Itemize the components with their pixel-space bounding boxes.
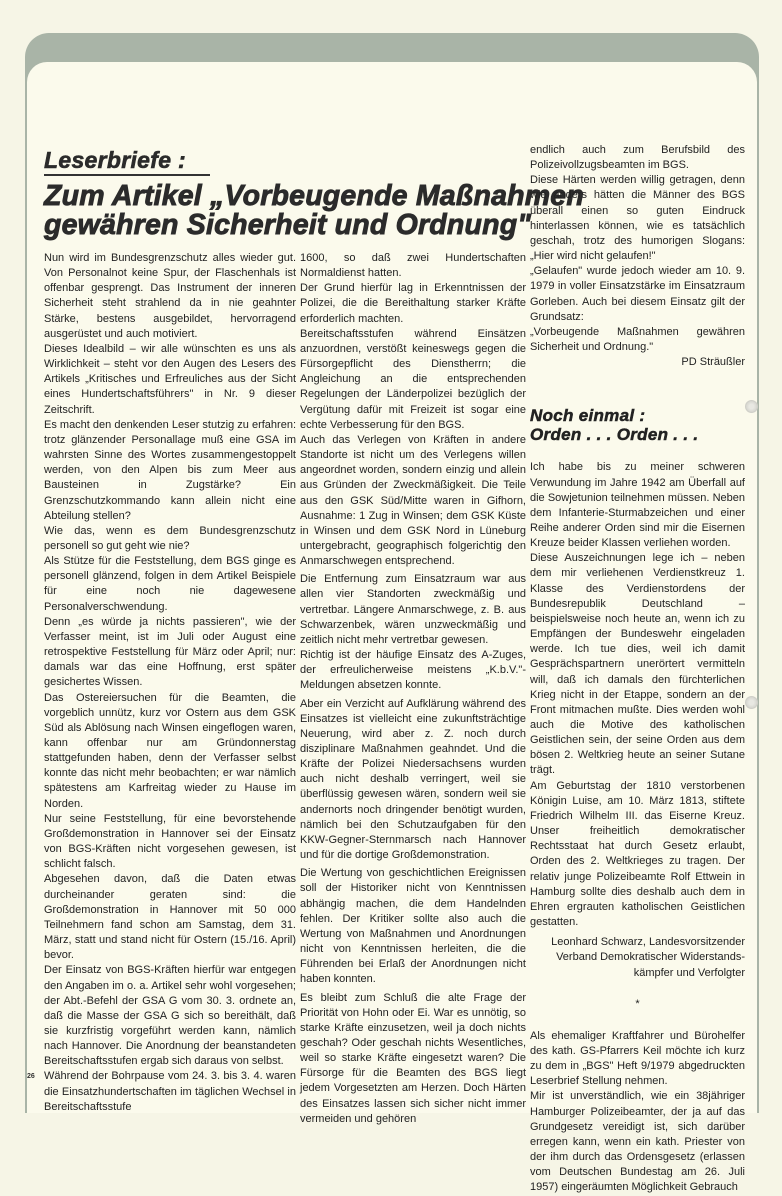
- letter-signature: [530, 935, 745, 980]
- paragraph: „Vorbeugende Maßnahmen gewähren Sicherheit und Ordnung.": [530, 325, 745, 354]
- paragraph: Der Einsatz von BGS-Kräften hierfür war entgegen den Angaben im o. a. Artikel sehr wohl vorgesehen; der Abt.-Befehl der GSA G vom 30. 3. ordnete an, daß die Masse der GSA G sich so bereithält, daß sie kurzfristig vorgeführt werden kann, nämlich nach Hannover. Die Anordnung der beanstandeten Bereitschaftsstufen ergab sich daraus von selbst.: [44, 964, 296, 1068]
- paragraph: Abgesehen davon, daß die Daten etwas durcheinander geraten sind: die Großdemonstration in Hannover mit 50 000 Teilnehmern fand schon am Samstag, dem 31. März, statt und stand nicht für Ostern (15./16. April) bevor.: [44, 873, 296, 962]
- separator: *: [635, 997, 640, 1010]
- signature-line: Verband Demokratischer Widerstands-: [556, 951, 745, 964]
- paragraph: Diese Härten werden willig getragen, denn wie anders hätten die Männer des BGS überall einen so guten Eindruck hinterlassen können, wie es tatsächlich geschah, trotz des humorigen Slogans: „Hier wird nicht gelaufen!": [530, 174, 745, 263]
- paragraph: Am Geburtstag der 1810 verstorbenen Königin Luise, am 10. März 1813, stiftete Friedrich Wilhelm III. das Eiserne Kreuz. Unser freiheitlich demokratischer Rechtsstaat hat durch Gesetz erlaubt, Orden des 2. Weltkrieges zu tragen. Der relativ junge Polizeibeamte Rolf Ettwein in Hamburg sollte dies deshalb auch dem in Ehren ergrauten katholischen Geistlichen gestatten.: [530, 779, 745, 929]
- paragraph: Diese Auszeichnungen lege ich – neben dem mir verliehenen Verdienstkreuz 1. Klasse des Verdienstordens der Bundesrepublik Deutschland – beispielsweise noch heute an, wenn ich zu Empfängen der Bundeswehr eingeladen werde. Ich tue dies, weil ich damit Gesprächspartnern unerörtert vermitteln will, daß ich damals den fürchterlichen Krieg nicht in der Etappe, sondern an der Front mitmachen mußte. Dies werden wohl auch die Motive des katholischen Geistlichen sein, der seine Orden aus dem bösen 2. Weltkrieg heute an seiner Sutane trägt.: [530, 552, 745, 777]
- paragraph: 1600, so daß zwei Hundertschaften Normaldienst hatten.: [300, 252, 526, 280]
- paragraph: Dieses Idealbild – wir alle wünschten es uns als Wirklichkeit – steht vor den Augen des Lesers des Artikels „Kritisches und Erfreuliches aus der Sicht eines Hundertschaftsführers" in Nr. 9 dieser Zeitschrift.: [44, 342, 296, 416]
- letter-signature: PD Sträußler: [681, 356, 745, 369]
- article-title-line: Zum Artikel „Vorbeugende Maßnahmen: [44, 180, 584, 212]
- halftone-dot-decoration: [745, 696, 758, 709]
- paragraph: Bereitschaftsstufen während Einsätzen anzuordnen, verstößt keineswegs gegen die Fürsorgepflicht des Dienstherrn; die Angleichung an die entsprechenden Regelungen der Länderpolizei bezüglich der Vergütung dafür mit Freizeit ist sogar eine echte Verbesserung für den BGS.: [300, 327, 526, 431]
- signature-line: Leonhard Schwarz, Landesvorsitzender: [551, 936, 745, 949]
- paragraph: Der Grund hierfür lag in Erkenntnissen der Polizei, die die Bereithaltung starker Kräfte erforderlich machten.: [300, 282, 526, 325]
- letter-heading-line: Orden . . . Orden . . .: [530, 425, 699, 445]
- paragraph: Denn „es würde ja nichts passieren", wie der Verfasser meint, ist im Juli oder August eine retrospektive Feststellung für März oder April; nur: damals war das eine Hoffnung, erst später gesichertes Wissen.: [44, 615, 296, 689]
- article-title: [44, 180, 584, 241]
- paragraph: Es bleibt zum Schluß die alte Frage der Priorität von Hohn oder Ei. War es unnötig, so starke Kräfte einzusetzen, weil ja doch nichts geschah? Oder geschah nichts Wesentliches, weil so starke Kräfte eingesetzt waren? Die Fürsorge für die Beamten des BGS liegt jedem Vorgesetzten am Herzen. Doch Härten des Einsatzes lassen sich sicher nicht immer vermeiden und gehören: [300, 991, 526, 1125]
- paragraph: Als ehemaliger Kraftfahrer und Bürohelfer des kath. GS-Pfarrers Keil möchte ich kurz zu dem in „BGS" Heft 9/1979 abgedruckten Leserbrief Stellung nehmen.: [530, 1029, 745, 1088]
- letter-heading: [530, 406, 745, 444]
- paragraph: Während der Bohrpause vom 24. 3. bis 3. 4. waren die Einsatzhundertschaften im täglichen Wechsel in Bereitschaftsstufe: [44, 1070, 296, 1113]
- paragraph: Nur seine Feststellung, für eine bevorstehende Großdemonstration in Hannover sei der Einsatz von BGS-Kräften nicht vorgesehen gewesen, ist schlicht falsch.: [44, 812, 296, 871]
- paragraph: Als Stütze für die Feststellung, dem BGS ginge es personell glänzend, folgen in dem Artikel Beispiele für eine noch nie dagewesene Personalverschwendung.: [44, 555, 296, 613]
- column-3: [530, 143, 745, 1196]
- signature-line: kämpfer und Verfolgter: [633, 966, 745, 979]
- paragraph: Aber ein Verzicht auf Aufklärung während des Einsatzes ist vielleicht eine zukunftsträchtige Neuerung, wird aber z. Z. noch durch disziplinare Maßnahmen geahndet. Und die Kräfte der Polizei Niedersachsens wurden auch nicht deshalb verringert, weil sie überflüssig gewesen wären, sondern weil sie andernorts noch dringender benötigt wurden, nämlich bei den Schutzaufgaben für den KKW-Gegner-Sternmarsch nach Hannover und für die dortige Großdemonstration.: [300, 697, 526, 862]
- paragraph: Das Ostereiersuchen für die Beamten, die vorgeblich unnütz, kurz vor Ostern aus dem GSK Süd als Ablösung nach Winsen eingeflogen waren, kann offenbar nur am Gründonnerstag stattgefunden haben, denn der Verfasser selbst konnte das nicht mehr beobachten; er war nämlich spätestens am Karfreitag wieder zu Hause im Norden.: [44, 691, 296, 810]
- paragraph: Nun wird im Bundesgrenzschutz alles wieder gut. Von Personalnot keine Spur, der Flaschenhals ist offenbar gesprengt. Das Instrument der inneren Sicherheit steht strahlend da in nie geahnter Stärke, bestens ausgebildet, hervorragend ausgerüstet und auch motiviert.: [44, 252, 296, 340]
- paragraph: Die Entfernung zum Einsatzraum war aus allen vier Standorten zweckmäßig und vertretbar. Längere Anmarschwege, z. B. aus Schwarzenbek, wären unzweckmäßig und zeitlich nicht mehr vertretbar gewesen.: [300, 573, 526, 646]
- paragraph: „Gelaufen" wurde jedoch wieder am 10. 9. 1979 in voller Einsatzstärke im Einsatzraum Gorleben. Auch bei diesem Einsatz gilt der Grundsatz:: [530, 265, 745, 323]
- paragraph: Mir ist unverständlich, wie ein 38jähriger Hamburger Polizeibeamter, der ja auf das Grundgesetz vereidigt ist, sich darüber erregen kann, wenn ein kath. Priester von der ihm durch das Ordensgesetz (erlassen vom Deutschen Bundestag am 26. Juli 1957) eingeräumten Möglichkeit Gebrauch: [530, 1090, 745, 1194]
- paragraph: Richtig ist der häufige Einsatz des A-Zuges, der erfreulicherweise meistens „K.b.V."-Meldungen absetzen konnte.: [300, 649, 526, 692]
- paragraph: Auch das Verlegen von Kräften in andere Standorte ist nicht um des Verlegens willen angeordnet worden, sondern einzig und allein aus Gründen der Zweckmäßigkeit. Die Teile aus den GSK Süd/Mitte waren in Gifhorn, Ausnahme: 1 Zug in Winsen; dem GSK Küste in Winsen und dem GSK Nord in Lüneburg untergebracht, geographisch folgerichtig den Anmarschwegen entsprechend.: [300, 433, 526, 568]
- article-title-line: gewähren Sicherheit und Ordnung": [44, 209, 532, 241]
- paragraph: Ich habe bis zu meiner schweren Verwundung im Jahre 1942 am Überfall auf die Sowjetunion teilnehmen müssen. Neben dem Infanterie-Sturmabzeichen und einer Reihe anderer Orden sind mir die Eisernen Kreuze beider Klassen verliehen worden.: [530, 461, 745, 550]
- paragraph: Es macht den denkenden Leser stutzig zu erfahren: trotz glänzender Personallage muß eine GSA im wahrsten Sinne des Wortes zusammengestoppelt werden, von den Alpen bis zum Meer aus Bausteinen in Zugstärke? Ein Grenzschutzkommando kann allein nicht eine Abteilung stellen?: [44, 418, 296, 522]
- column-1: [44, 251, 296, 1115]
- page-number: 26: [27, 1073, 35, 1080]
- paragraph: endlich auch zum Berufsbild des Polizeivollzugsbeamten im BGS.: [530, 144, 745, 172]
- column-2: [300, 251, 526, 1127]
- halftone-dot-decoration: [745, 400, 758, 413]
- letter-heading-line: Noch einmal :: [530, 406, 646, 426]
- paragraph: Die Wertung von geschichtlichen Ereignissen soll der Historiker nicht von Kenntnissen abhängig machen, die dem Handelnden fehlen. Der Kritiker sollte also auch die Wertung von Maßnahmen und Anordnungen nicht von Kenntnissen herleiten, die die Führenden bei Erlaß der Anordnungen nicht haben konnten.: [300, 867, 526, 986]
- paragraph: Wie das, wenn es dem Bundesgrenzschutz personell so gut geht wie nie?: [44, 524, 296, 552]
- section-heading: Leserbriefe :: [44, 146, 210, 176]
